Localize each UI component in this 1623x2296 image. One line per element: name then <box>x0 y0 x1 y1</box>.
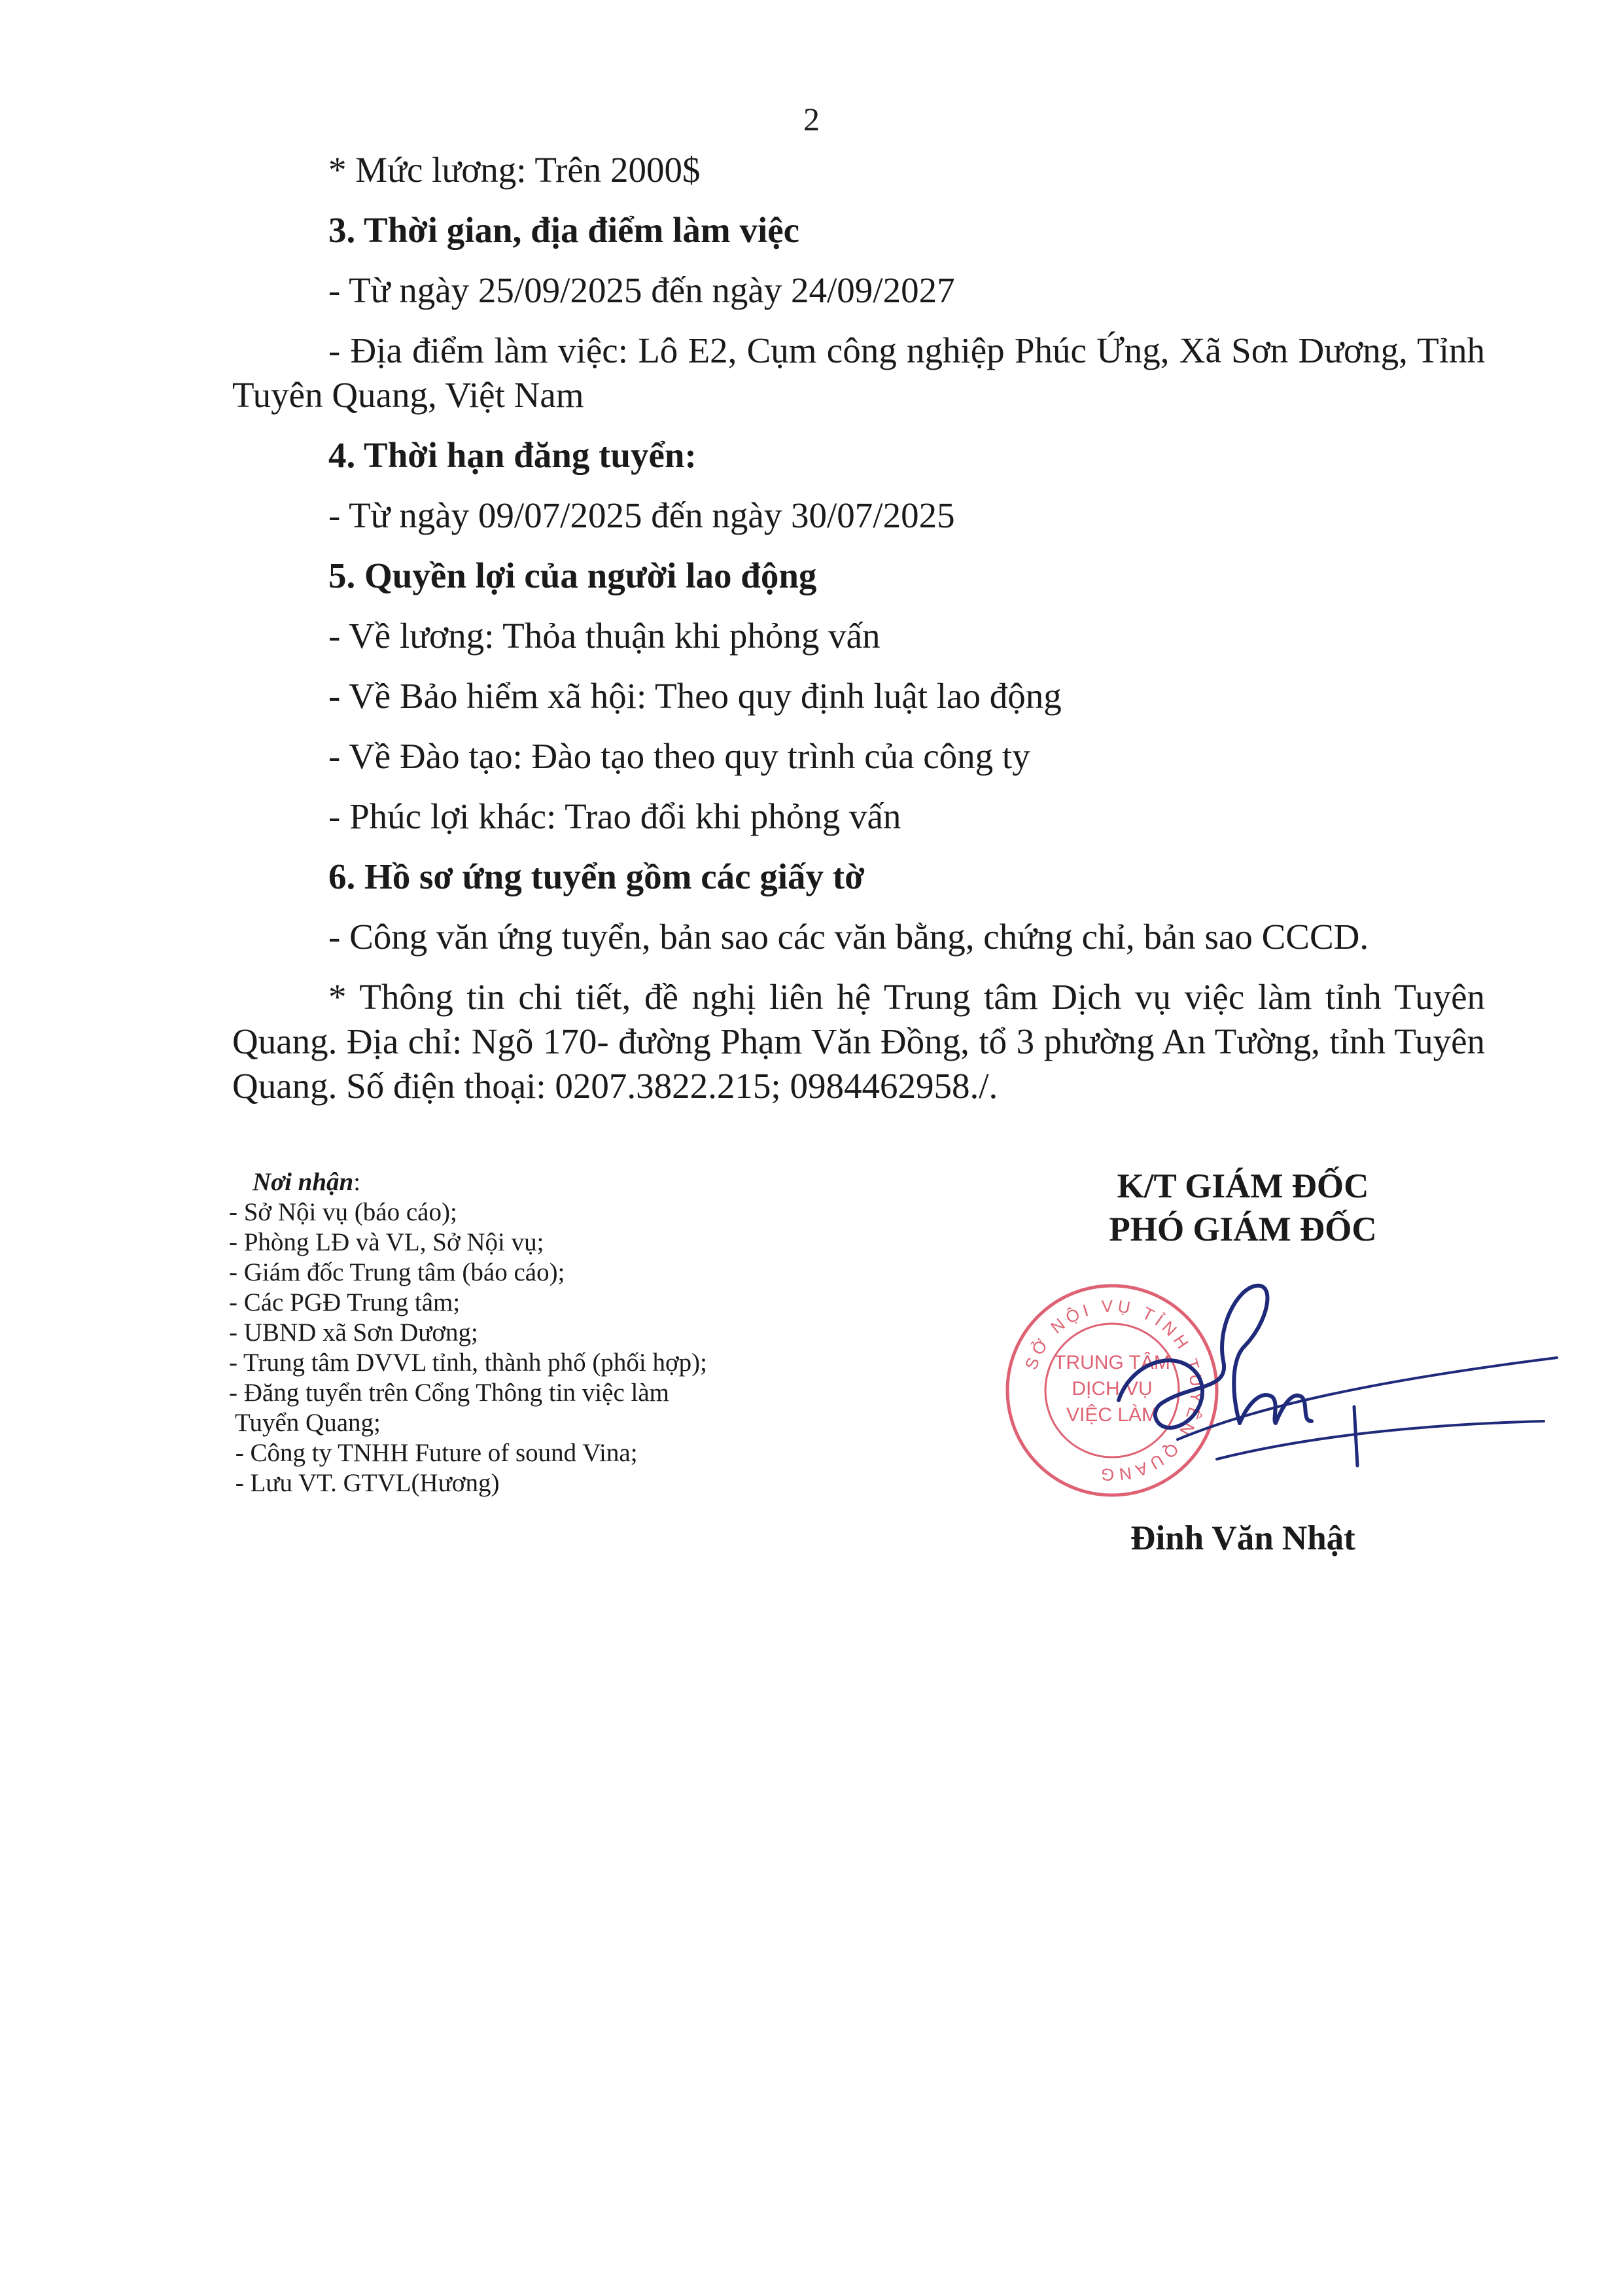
signature-stroke-5 <box>1354 1407 1357 1466</box>
recipient-item: - Các PGĐ Trung tâm; <box>229 1288 461 1316</box>
signature-stroke-4 <box>1217 1421 1544 1459</box>
recipients-title: Nơi nhận <box>253 1168 354 1196</box>
section6-item: - Công văn ứng tuyển, bản sao các văn bằng, chứng chỉ, bản sao CCCD. <box>328 917 1369 957</box>
signature-title-block <box>1007 1165 1478 1251</box>
section3-heading: 3. Thời gian, địa điểm làm việc <box>328 210 800 250</box>
recipient-item: - Sở Nội vụ (báo cáo); <box>229 1198 457 1226</box>
benefit-salary: - Về lương: Thỏa thuận khi phỏng vấn <box>328 616 881 656</box>
contact-note: * Thông tin chi tiết, đề nghị liên hệ Trung tâm Dịch vụ việc làm tỉnh Tuyên Quang. Địa chỉ: Ngõ 170- đường Phạm Văn Đồng, tổ 3 phường An Tường, tỉnh Tuyên Quang. Số điện thoại: 0207.3822.215; 0984462958./. <box>232 977 1485 1106</box>
stamp-center-line1: TRUNG TÂM <box>1054 1352 1170 1373</box>
recipient-item: - Giám đốc Trung tâm (báo cáo); <box>229 1258 565 1286</box>
section3-period: - Từ ngày 25/09/2025 đến ngày 24/09/2027 <box>328 270 955 310</box>
recipients-block <box>229 1167 850 1498</box>
section3-location: - Địa điểm làm việc: Lô E2, Cụm công nghiệp Phúc Ứng, Xã Sơn Dương, Tỉnh Tuyên Quang, Việt Nam <box>232 330 1485 415</box>
signature-title-line1: K/T GIÁM ĐỐC <box>1117 1167 1369 1205</box>
document-body <box>232 148 1485 1124</box>
recipients-heading <box>229 1167 850 1197</box>
recipient-item: - UBND xã Sơn Dương; <box>229 1318 478 1347</box>
recipient-item: Tuyển Quang; <box>229 1409 381 1437</box>
section6-heading: 6. Hồ sơ ứng tuyển gồm các giấy tờ <box>328 857 865 896</box>
section4-heading: 4. Thời hạn đăng tuyển: <box>328 435 697 475</box>
stamp-and-signature <box>981 1250 1570 1531</box>
section4-period: - Từ ngày 09/07/2025 đến ngày 30/07/2025 <box>328 495 955 535</box>
salary-line: * Mức lương: Trên 2000$ <box>328 150 701 190</box>
recipient-item: - Phòng LĐ và VL, Sở Nội vụ; <box>229 1228 544 1256</box>
signature-title-line2: PHÓ GIÁM ĐỐC <box>1109 1210 1377 1248</box>
recipient-item: - Trung tâm DVVL tỉnh, thành phố (phối hợp); <box>229 1349 707 1377</box>
benefit-training: - Về Đào tạo: Đào tạo theo quy trình của công ty <box>328 736 1030 776</box>
signature-stroke-2 <box>1240 1395 1312 1423</box>
page-number: 2 <box>803 101 820 137</box>
recipient-item: - Công ty TNHH Future of sound Vina; <box>229 1439 638 1467</box>
benefit-other: - Phúc lợi khác: Trao đổi khi phỏng vấn <box>328 796 901 836</box>
recipients-title-colon: : <box>353 1168 361 1196</box>
recipient-item: - Lưu VT. GTVL(Hương) <box>229 1469 500 1497</box>
section5-heading: 5. Quyền lợi của người lao động <box>328 556 817 595</box>
signer-name: Đinh Văn Nhật <box>1130 1519 1355 1557</box>
stamp-center-line3: VIỆC LÀM <box>1066 1404 1159 1426</box>
stamp-ring-textpath: SỞ NỘI VỤ TỈNH TUYÊN QUANG <box>1021 1296 1207 1485</box>
benefit-insurance: - Về Bảo hiểm xã hội: Theo quy định luật lao động <box>328 676 1062 716</box>
stamp-center-line2: DỊCH VỤ <box>1072 1378 1153 1400</box>
recipient-item: - Đăng tuyển trên Cổng Thông tin việc làm <box>229 1379 669 1407</box>
